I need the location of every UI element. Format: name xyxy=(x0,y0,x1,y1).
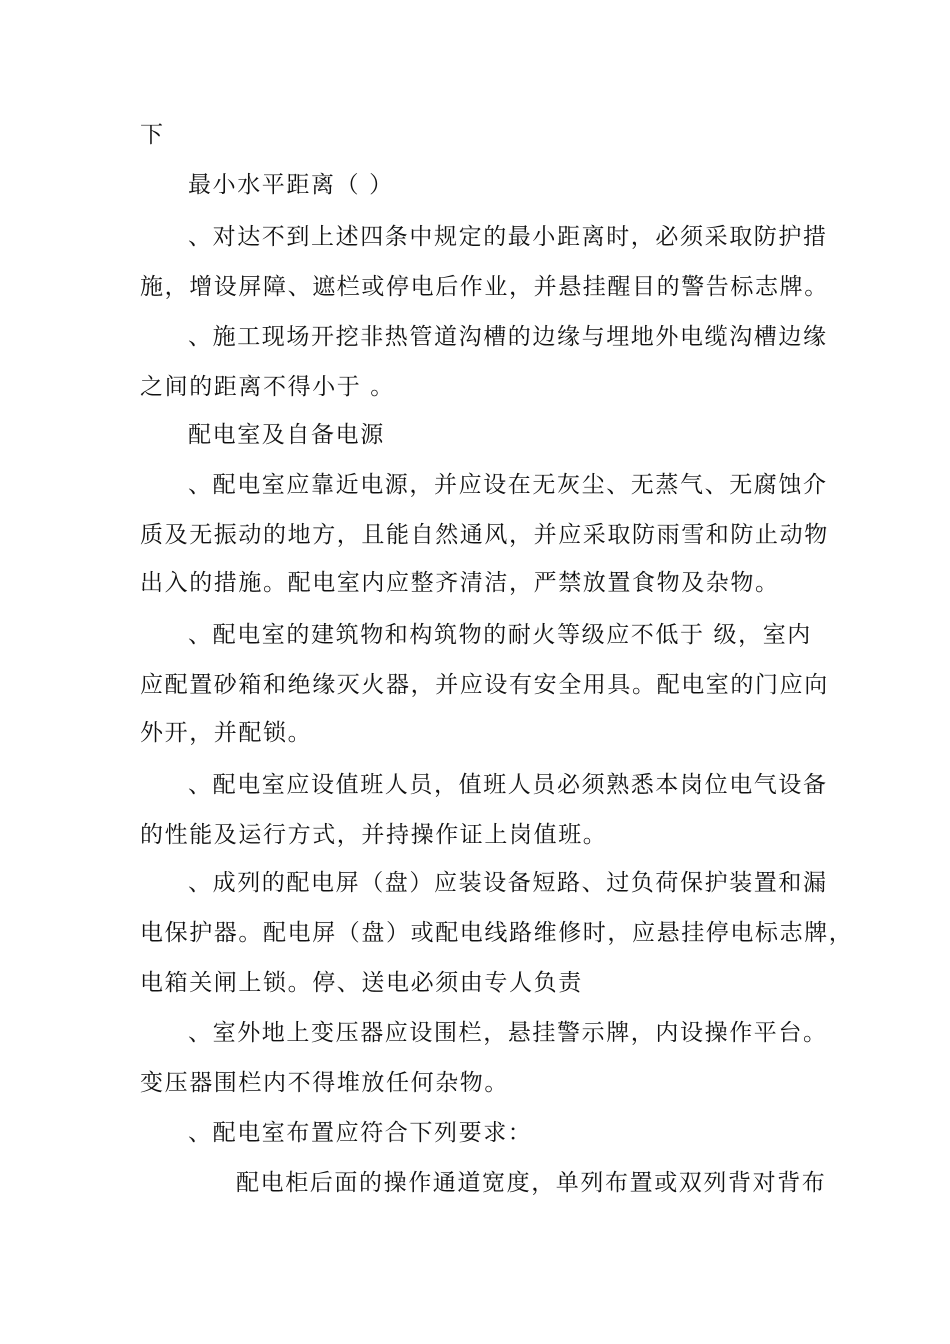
text-line-continuation: 下 xyxy=(140,122,165,148)
text-line: 之间的距离不得小于 。 xyxy=(140,374,395,400)
text-line: 、配电室应靠近电源，并应设在无灰尘、无蒸气、无腐蚀介 xyxy=(188,472,828,498)
text-line: 、配电室布置应符合下列要求： xyxy=(188,1120,533,1146)
text-line: 应配置砂箱和绝缘灭火器，并应设有安全用具。配电室的门应向 xyxy=(140,672,829,698)
text-line: 、配电室应设值班人员，值班人员必须熟悉本岗位电气设备 xyxy=(188,772,828,798)
section-heading: 配电室及自备电源 xyxy=(188,422,385,448)
text-line: 变压器围栏内不得堆放任何杂物。 xyxy=(140,1070,509,1096)
text-line: 外开，并配锁。 xyxy=(140,720,313,746)
text-line: 、室外地上变压器应设围栏，悬挂警示牌，内设操作平台。 xyxy=(188,1020,828,1046)
text-line: 电保护器。配电屏（盘）或配电线路维修时，应悬挂停电标志牌， xyxy=(140,920,854,946)
text-line: 电箱关闸上锁。停、送电必须由专人负责 xyxy=(140,970,583,996)
text-line: 出入的措施。配电室内应整齐清洁，严禁放置食物及杂物。 xyxy=(140,570,780,596)
text-line: 质及无振动的地方，且能自然通风，并应采取防雨雪和防止动物 xyxy=(140,522,829,548)
text-line: 、配电室的建筑物和构筑物的耐火等级应不低于 级，室内 xyxy=(188,622,812,648)
text-line: 施，增设屏障、遮栏或停电后作业，并悬挂醒目的警告标志牌。 xyxy=(140,274,829,300)
text-line: 配电柜后面的操作通道宽度，单列布置或双列背对背布 xyxy=(236,1170,827,1196)
text-line: 的性能及运行方式，并持操作证上岗值班。 xyxy=(140,822,608,848)
text-line-min-horizontal-distance: 最小水平距离（ ） xyxy=(188,172,394,198)
text-line: 、施工现场开挖非热管道沟槽的边缘与埋地外电缆沟槽边缘 xyxy=(188,324,828,350)
text-line: 、成列的配电屏（盘）应装设备短路、过负荷保护装置和漏 xyxy=(188,870,828,896)
text-line: 、对达不到上述四条中规定的最小距离时，必须采取防护措 xyxy=(188,224,828,250)
